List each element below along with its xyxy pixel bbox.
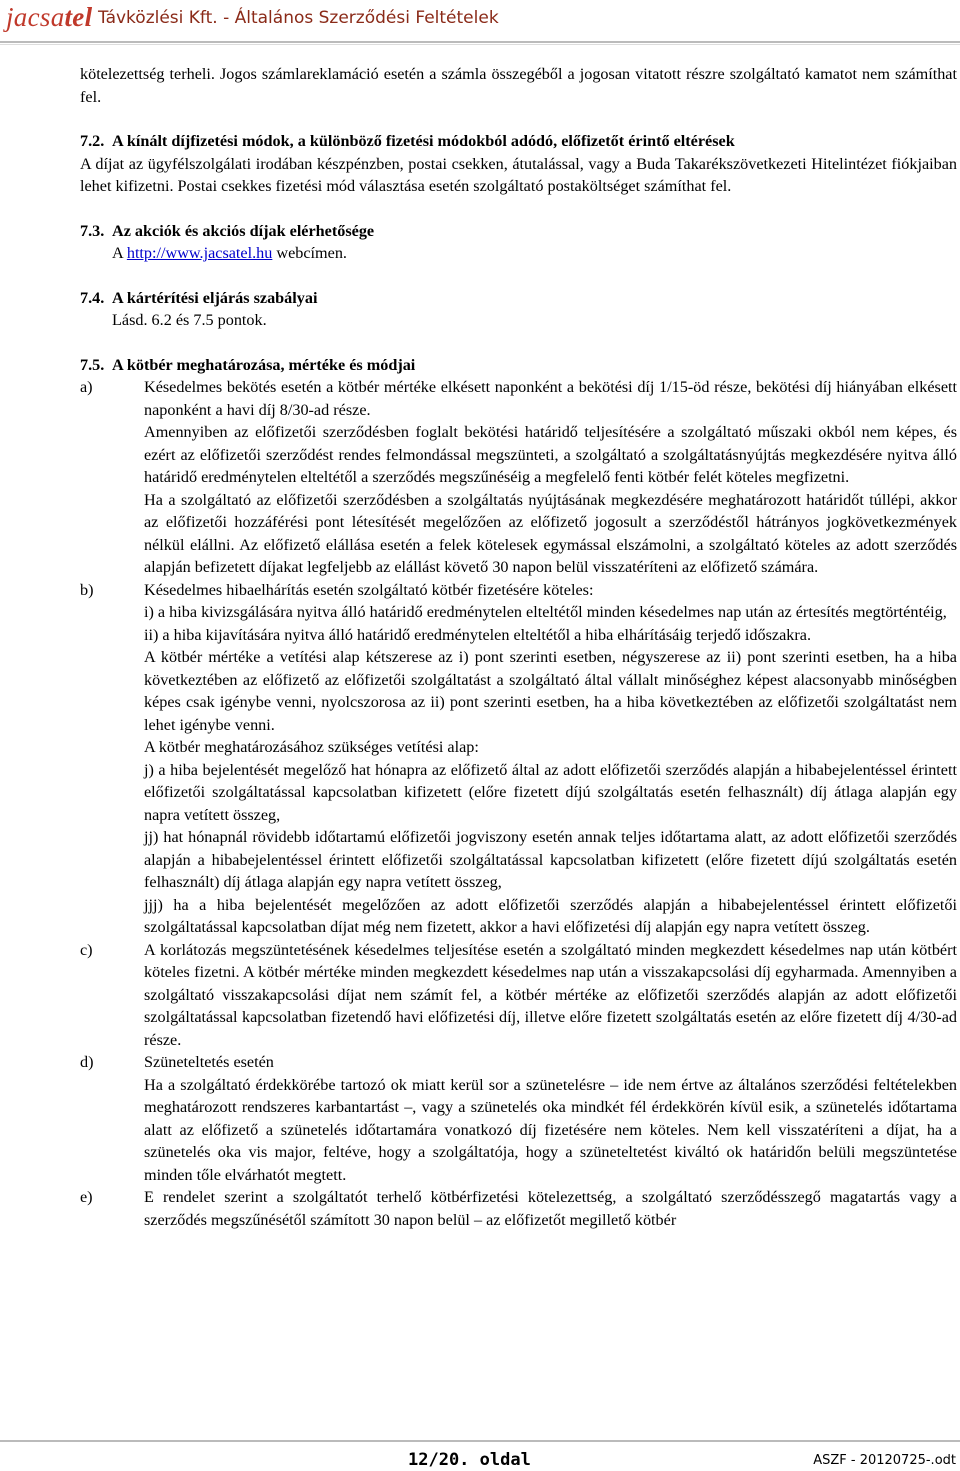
section-7-3-text [80,242,957,265]
section-number: 7.5. [80,355,105,374]
item-paragraph: j) a hiba bejelentését megelőző hat hónapra az előfizető által az adott előfizetői szerződés alapján a hibabejelentéssel érintett előfizetői szolgáltatással kapcsolatban kifizetett (előre fizetett díjú szolgáltatás esetén felhasznált) díj átlaga alapján egy napra vetített összeg, [144,760,957,824]
list-item-d [80,1051,957,1186]
item-label: e) [80,1188,93,1206]
list-item-a [80,376,957,579]
file-name: ASZF - 20120725-.odt [813,1453,956,1468]
header-rule-thin [0,44,960,45]
section-number: 7.4. [80,288,105,307]
item-paragraph: Késedelmes bekötés esetén a kötbér mértéke elkésett naponként a bekötési díj 1/15-öd része, bekötési díj hiányában elkésett naponként a havi díj 8/30-ad része. [144,378,957,419]
list-item-c [80,939,957,1052]
section-7-4-heading [80,287,957,310]
header-rule [0,41,960,43]
item-label: b) [80,580,94,599]
section-7-2-heading [80,130,957,153]
item-paragraph: Ha a szolgáltató az előfizetői szerződésben a szolgáltatás nyújtásának megkezdésére meghatározott határidőt túllépi, akkor az előfizetői hozzáférési pont létesítését megelőzően az előfizető jogosult a szerződéstől hátrányos jogkövetkezmények nélkül elállni. Az előfizető elállása esetén a felek kötelesek egymással elszámolni, a szolgáltató köteles az adott szerződés alapján befizetett díjakat legfeljebb az elállást követő 30 napon belül visszatéríteni az előfizető számára. [144,490,957,576]
company-logo [6,2,92,33]
list-item-b [80,579,957,939]
section-number: 7.3. [80,221,105,240]
document-body [80,63,957,1231]
section-7-4-text: Lásd. 6.2 és 7.5 pontok. [112,311,267,329]
list-item-e [80,1186,957,1231]
item-paragraph: Szüneteltetés esetén [144,1053,274,1071]
section-number: 7.2. [80,132,105,150]
header-title: Távközlési Kft. - Általános Szerződési Feltételek [98,8,499,28]
section-7-2-text: A díjat az ügyfélszolgálati irodában készpénzben, postai csekken, átutalással, vagy a Buda Takarékszövetkezeti Hitelintézet fiókjaiban lehet kifizetni. Postai csekkes fizetési mód választása esetén szolgáltató postaköltséget számíthat fel. [80,154,957,195]
item-paragraph: jj) hat hónapnál rövidebb időtartamú előfizetői jogviszony esetén annak teljes időtartama alatt, az adott előfizetői szerződés alapján a hibabejelentéssel érintett előfizetői szolgáltatással kapcsolatban kifizetett (előre fizetett díjú szolgáltatás esetén felhasznált) díj átlaga alapján egy napra vetített összeg, [144,828,957,891]
section-7-3-heading [80,220,957,243]
intro-paragraph: kötelezettség terheli. Jogos számlareklamáció esetén a számla összegéből a jogosan vitatott részre szolgáltató kamatot nem számíthat fel. [80,65,957,106]
item-paragraph: A korlátozás megszüntetésének késedelmes teljesítése esetén a szolgáltató minden megkezdett késedelmes nap után kötbért köteles fizetni. A kötbér mértéke minden megkezdett késedelmes nap után a visszakapcsolási díj egyharmada. Amennyiben a szolgáltató visszakapcsolási díjat nem számít fel, a kötbér mértéke az előfizetői szerződés alapján az adott előfizetői szolgáltatással kapcsolatban fizetendő havi előfizetési díj, illetve előre fizetett szolgáltatás esetén az előre fizetett díj 4/30-ad része. [144,940,957,1049]
item-paragraph: Késedelmes hibaelhárítás esetén szolgáltató kötbér fizetésére köteles: [144,580,594,599]
item-paragraph: Amennyiben az előfizetői szerződésben foglalt bekötési határidő teljesítésére a szolgáltató műszaki okból nem képes, és ezért az előfizetői szerződést rendes felmondással megszünteti, a szolgáltató a szolgáltatásnyújtás megkezdésére nyitva álló határidő eredménytelen elteltétől a szerződés megszűnéséig a megfelelő fenti kötbér felét köteles megfizetni. [144,423,957,486]
page-header [0,0,960,40]
section-7-5-heading [80,354,957,377]
section-title: Az akciók és akciós díjak elérhetősége [112,221,375,240]
item-paragraph: jjj) ha a hiba bejelentését megelőzően az adott előfizetői szerződés alapján a hibabejelentéssel érintett előfizetői szolgáltatással kapcsolatban díjat még nem fizetett, akkor a havi előfizetési díj alapján egy napra vetített összeg. [144,895,957,936]
footer-rule [0,1440,960,1442]
item-paragraph: i) a hiba kivizsgálására nyitva álló határidő eredménytelen elteltétől minden késedelmes nap után az értesítés megtörténtéig, [144,603,947,621]
section-title: A kötbér meghatározása, mértéke és módjai [112,355,416,374]
website-link[interactable]: http://www.jacsatel.hu [126,244,273,262]
link-prefix: A [112,244,127,262]
section-title: A kínált díjfizetési módok, a különböző fizetési módokból adódó, előfizetőt érintő eltérések [112,132,735,150]
item-paragraph: A kötbér meghatározásához szükséges vetítési alap: [144,738,479,756]
logo-text-tel: tel [64,2,93,32]
item-paragraph: ii) a hiba kijavítására nyitva álló határidő eredménytelen elteltétől a hiba elhárításáig terjedő időszakra. [144,625,812,644]
section-title: A kártérítési eljárás szabályai [112,288,318,307]
link-suffix: webcímen. [272,244,347,262]
item-label: a) [80,378,93,396]
item-label: c) [80,940,93,959]
item-paragraph: Ha a szolgáltató érdekkörébe tartozó ok miatt kerül sor a szünetelésre – ide nem értve az általános szerződési feltételekben meghatározott rendszeres karbantartást –, vagy a szünetelés oka mindkét fél érdekkörén kívül esik, a szünetelés időtartama alatt az előfizető a szünetelés időtartamára vonatkozó díj fizetésére nem köteles. Nem kell visszatéríteni a díjat, ha a szünetelés oka vis major, feltéve, hogy a szolgáltatója, hogy a szüneteltetést kiváltó ok határidőn belüli megszüntetése minden tőle elvárhatót megtett. [144,1075,957,1184]
item-label: d) [80,1053,94,1071]
page-footer [0,1440,960,1471]
item-paragraph: E rendelet szerint a szolgáltatót terhelő kötbérfizetési kötelezettség, a szolgáltató szerződésszegő magatartás vagy a szerződés megszűnésétől számított 30 napon belül – az előfizetőt megillető kötbér [144,1188,957,1229]
item-paragraph: A kötbér mértéke a vetítési alap kétszerese az i) pont szerinti esetben, négyszerese az ii) pont szerinti esetben, ha a hiba következtében az előfizető az előfizetői szolgáltatást a szolgáltató által vállalt minőséghez képest alacsonyabb minőségben képes csak igénybe venni, nyolcszorosa az ii) pont szerinti esetben, ha a hiba következtében az előfizetői szolgáltatást nem lehet igénybe venni. [144,648,957,734]
page-number: 12/20. oldal [408,1450,531,1470]
logo-text: jacsa [6,2,65,32]
